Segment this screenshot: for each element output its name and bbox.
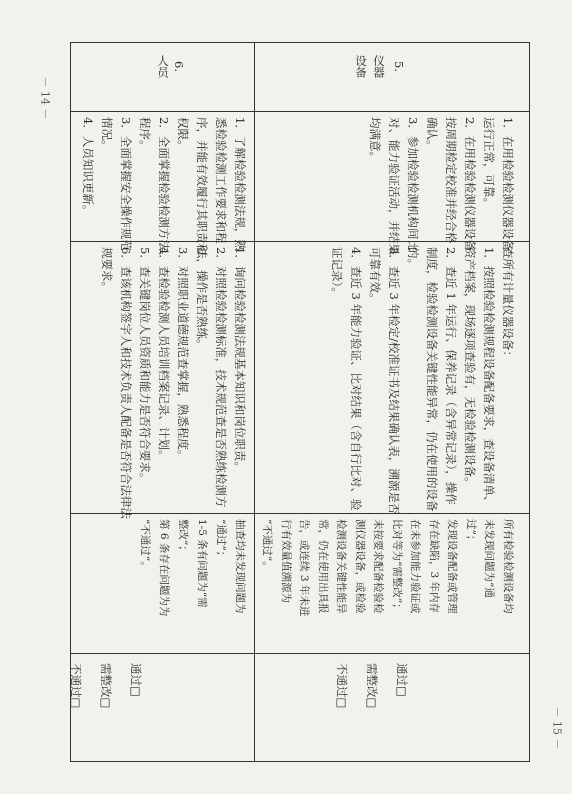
- item-5-number: 5.: [392, 61, 406, 72]
- divider-item-col: [71, 111, 529, 112]
- item-5-name-2: 设备: [354, 55, 368, 78]
- result-fail-checkbox[interactable]: 不通过□: [335, 663, 349, 709]
- item-5-criteria: 所有检验检测设备均 未发现问题为“通 过”； 发现设备配备或管理 存在缺陷，3 年内存 在未参加能力验证或 比对等为“需整改”； 未按要求配备检验检 测仪器设备，或检验 检测设备关键性能异 常，仍在使用出具报 告，或连续 3 年未进 行有效量值溯源为 “不通过”。: [261, 519, 514, 617]
- item-6-criteria: 抽查均未发现问题为 “通过”； 1-5 条有问题为“需 整改”； 第 6 条存在问题为为 “不通过”。: [139, 519, 246, 617]
- item-6-result-options: [61, 663, 151, 708]
- item-6-name: 人员: [156, 55, 170, 78]
- divider-row: [254, 43, 255, 761]
- inspection-table: [70, 42, 530, 762]
- item-5-result-options: [327, 663, 417, 708]
- result-rectify-checkbox[interactable]: 需整改□: [365, 663, 379, 709]
- result-fail-checkbox[interactable]: 不通过□: [69, 663, 83, 709]
- result-pass-checkbox[interactable]: 通过□: [395, 663, 409, 697]
- item-6-methods: 1．询问检验检测法规基本知识和岗位职责。 2．对照检验检测标准，技术规范查是否熟练检测方 法，操作是否熟练。 3．对照职业道德规范查掌握，熟悉程度。 4．查检验检测人员培训档案记录、计划。 5．查关键岗位人员资质和能力是否符合要求。 6．查该机构签字人和技术负责人配备是否符合法律法 规要求。: [100, 247, 247, 519]
- page-number-left: － 14 －: [38, 76, 52, 120]
- item-6-requirements: 1．了解检验检测法规，熟 悉检验检测工作要求和程 序，并能有效履行其职责和 权限。 2．全面掌握检验检测方法、 程序。 3．全面掌握安全操作规范 情况。 4．人员知识更新。: [81, 117, 247, 263]
- item-5-requirements: 1．在用检验检测仪器设备 运行正常，可靠。 2．在用检验检测仪器设备 按周期检定校准并经合格 确认。 3．参加检验检测机构间比 对、能力验证活动，并结果 均满意。: [368, 117, 515, 255]
- item-5-label: [391, 61, 407, 72]
- item-6-number: 6.: [172, 61, 186, 72]
- page-number-right: － 15 －: [550, 706, 564, 750]
- item-6-label: [171, 61, 187, 72]
- divider-criteria-col: [71, 653, 529, 654]
- result-rectify-checkbox[interactable]: 需整改□: [99, 663, 113, 709]
- item-5-methods: 查所有计量仪器设备： 1．按照检验检测规程设备配备要求，查设备清单、 资产档案，现场逐项查验有，无检验检测设备。 2．查近 1 年运行、保养记录（含异常记录），操作 制度，检验检测设备关键性能异常，仍在使用的设备 的。 3．查近 3 年检定/校准证书及结果确认表，溯源是否 可靠有效。 4．查近 3 年能力验证、比对结果（含自行比对、验 证记录）。: [330, 247, 515, 515]
- result-pass-checkbox[interactable]: 通过□: [129, 663, 143, 697]
- item-5-name-1: 仪器: [372, 55, 386, 78]
